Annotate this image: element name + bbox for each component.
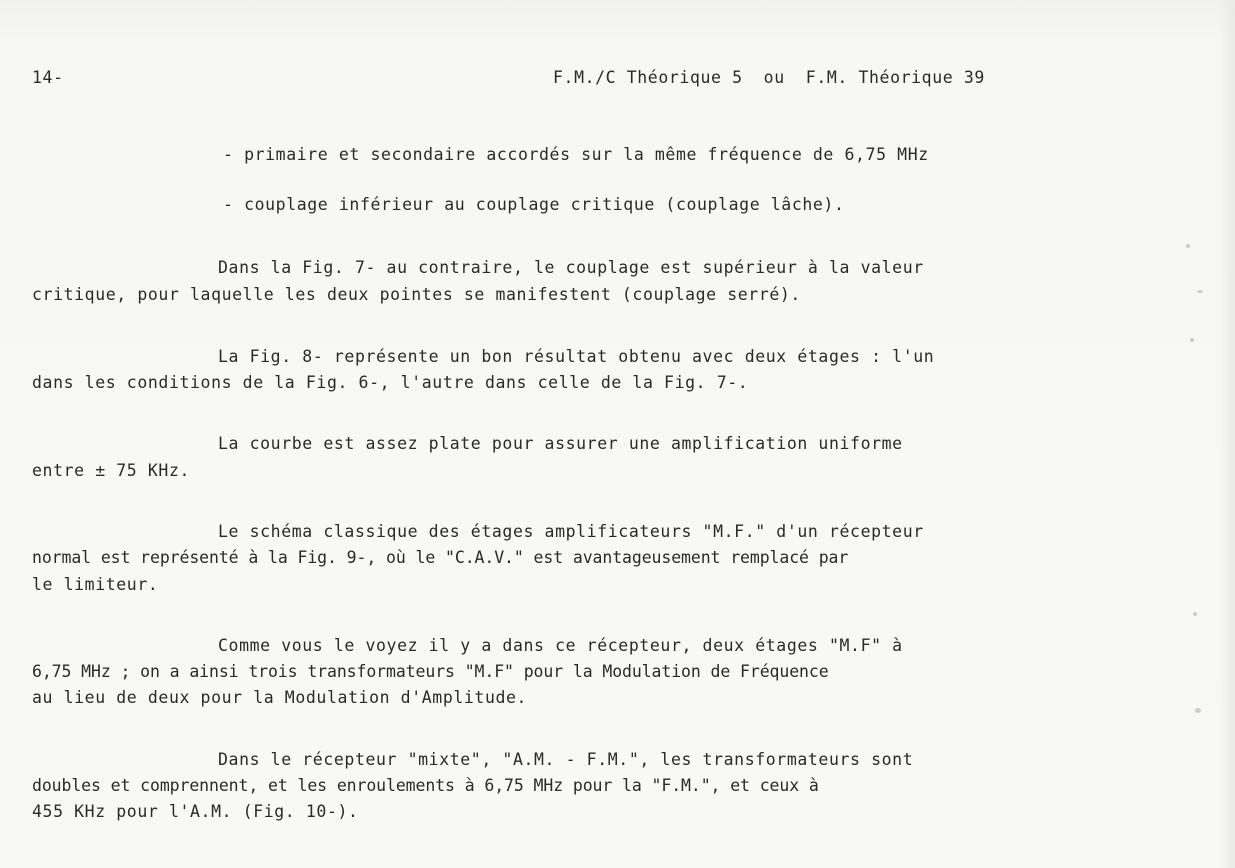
- text-line: 455 KHz pour l'A.M. (Fig. 10-).: [32, 802, 359, 821]
- text-line: le limiteur.: [32, 575, 159, 594]
- text-line: normal est représenté à la Fig. 9-, où le "C.A.V." est avantageusement remplacé par: [32, 548, 849, 567]
- scan-speck: [1186, 244, 1190, 248]
- text-line: critique, pour laquelle les deux pointes se manifestent (couplage serré).: [32, 285, 801, 304]
- text-line: - couplage inférieur au couplage critique (couplage lâche).: [223, 195, 845, 214]
- scan-speck: [1197, 290, 1203, 293]
- text-line: La courbe est assez plate pour assurer une amplification uniforme: [218, 434, 903, 453]
- scan-speck: [1195, 708, 1201, 713]
- page-number: 14-: [32, 68, 64, 87]
- text-line: entre ± 75 KHz.: [32, 461, 191, 480]
- text-line: Comme vous le voyez il y a dans ce récepteur, deux étages "M.F" à: [218, 636, 903, 655]
- scan-speck: [1193, 612, 1197, 616]
- text-line: 6,75 MHz ; on a ainsi trois transformateurs "M.F" pour la Modulation de Fréquence: [32, 662, 829, 681]
- text-line: Dans la Fig. 7- au contraire, le couplage est supérieur à la valeur: [218, 258, 924, 277]
- text-line: Le schéma classique des étages amplificateurs "M.F." d'un récepteur: [218, 522, 924, 541]
- text-line: Dans le récepteur "mixte", "A.M. - F.M.", les transformateurs sont: [218, 750, 914, 769]
- text-line: La Fig. 8- représente un bon résultat obtenu avec deux étages : l'un: [218, 347, 935, 366]
- text-line: doubles et comprennent, et les enroulements à 6,75 MHz pour la "F.M.", et ceux à: [32, 776, 819, 795]
- text-line: dans les conditions de la Fig. 6-, l'autre dans celle de la Fig. 7-.: [32, 373, 749, 392]
- text-line: - primaire et secondaire accordés sur la même fréquence de 6,75 MHz: [223, 145, 929, 164]
- scan-speck: [1190, 338, 1194, 342]
- text-line: au lieu de deux pour la Modulation d'Amplitude.: [32, 688, 528, 707]
- scan-edge-shadow: [1219, 0, 1235, 868]
- page-header-title: F.M./C Théorique 5 ou F.M. Théorique 39: [553, 68, 985, 87]
